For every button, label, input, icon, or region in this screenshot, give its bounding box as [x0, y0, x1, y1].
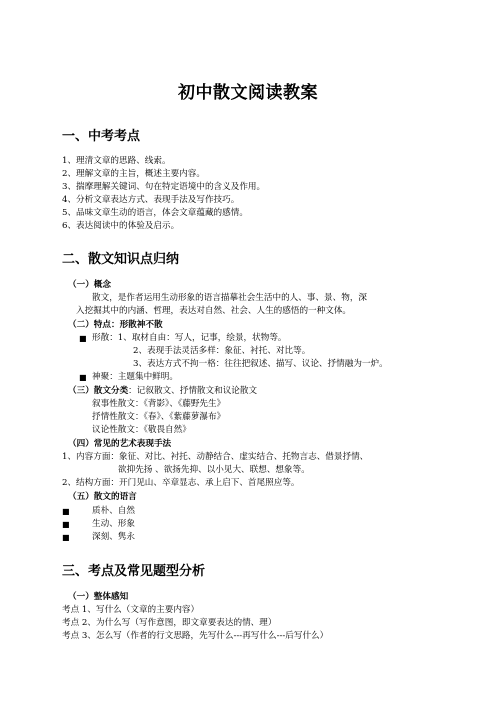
bullet-icon: ■ — [62, 520, 70, 529]
language-item: 生动、形象 — [92, 519, 135, 529]
section-1-heading: 一、中考考点 — [62, 129, 141, 144]
bullet-icon: ■ — [79, 334, 87, 343]
class-item: 抒情性散文：《春》、《紫藤萝瀑布》 — [92, 412, 226, 422]
section-3-heading: 三、考点及常见题型分析 — [62, 564, 206, 579]
art-label: （四）常见的艺术表现手法 — [68, 439, 172, 449]
exam-point: 考点 1、写什么（文章的主要内容） — [62, 605, 200, 615]
bullet-icon: ■ — [62, 533, 70, 542]
concept-label: （一）概念 — [68, 280, 111, 290]
section-2-heading: 二、散文知识点归纳 — [62, 252, 180, 267]
concept-text-line: 散文，是作者运用生动形象的语言描摹社会生活中的人、事、景、物，深 — [92, 293, 368, 303]
feature-line: 形散：1、取材自由：写人，记事，绘景，状物等。 — [92, 333, 287, 343]
feature-line: 2、表现手法灵活多样：象征、衬托、对比等。 — [133, 346, 311, 356]
language-item: 深刻、隽永 — [92, 532, 135, 542]
s1-item: 3、揣摩理解关键词、句在特定语境中的含义及作用。 — [62, 182, 266, 192]
art-line: 1、内容方面：象征、对比、衬托、动静结合、虚实结合、托物言志、借景抒情、 — [62, 452, 369, 462]
s1-item: 6、表达阅读中的体验及启示。 — [62, 221, 180, 231]
class-line — [68, 386, 257, 397]
feature-line: 3、表达方式不拘一格：往往把叙述、描写、议论、抒情融为一炉。 — [133, 359, 388, 369]
overall-label: （一）整体感知 — [68, 592, 129, 602]
bullet-icon: ■ — [79, 373, 87, 382]
bullet-icon: ■ — [62, 507, 70, 516]
concept-text-line: 入挖掘其中的内涵、哲理，表达对自然、社会、人生的感悟的一种文体。 — [76, 306, 352, 316]
exam-point: 考点 2、为什么写（写作意图，即文章要表达的情、理） — [62, 618, 277, 628]
s1-item: 4、分析文章表达方式、表现手法及写作技巧。 — [62, 195, 240, 205]
feature-line: 神聚：主题集中鲜明。 — [92, 372, 178, 382]
s1-item: 1、理清文章的思路、线索。 — [62, 156, 171, 166]
exam-point: 考点 3、怎么写（作者的行文思路，先写什么---再写什么---后写什么） — [62, 631, 329, 641]
art-line: 欲抑先扬 、欲扬先抑、以小见大、联想、想象等。 — [118, 465, 310, 475]
class-label: （三）散文分类 — [68, 386, 129, 396]
language-label: （五）散文的语言 — [68, 492, 137, 502]
s1-item: 5、品味文章生动的语言，体会文章蕴藏的感情。 — [62, 208, 248, 218]
class-item: 叙事性散文：《背影》、《藤野先生》 — [92, 399, 226, 409]
page-title: 初中散文阅读教案 — [178, 83, 318, 103]
class-text: ：记叙散文、抒情散文和议论散文 — [128, 386, 258, 396]
feature-label: （二）特点：形散神不散 — [68, 320, 163, 330]
language-item: 质朴、自然 — [92, 506, 135, 516]
class-item: 议论性散文：《敬畏自然》 — [92, 425, 191, 435]
s1-item: 2、理解文章的主旨，概述主要内容。 — [62, 169, 205, 179]
art-line: 2、结构方面：开门见山、卒章显志、承上启下、首尾照应等。 — [62, 478, 300, 488]
